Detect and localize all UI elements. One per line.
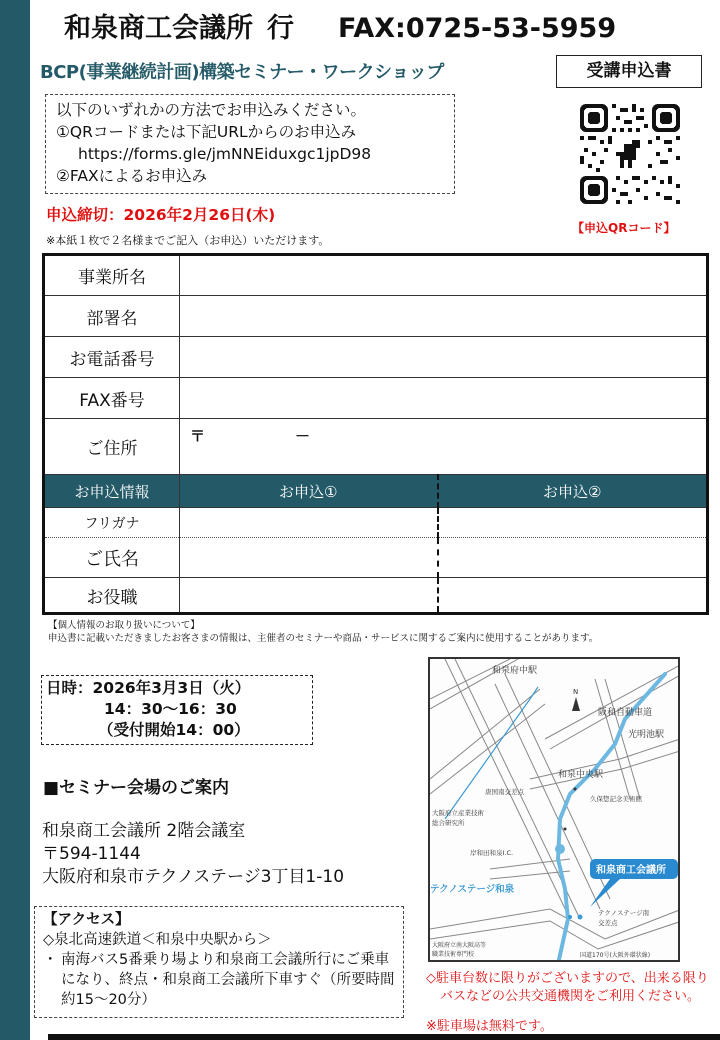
instruction-line: 以下のいずれかの方法でお申込みください。 [56, 101, 367, 119]
deadline: 申込締切：2026年2月26日(木) [46, 206, 276, 224]
application-form-badge: 受講申込書 [556, 55, 702, 88]
privacy-text: 申込書に記載いただきましたお客さまの情報は、主催者のセミナーや商品・サービスに関するご案内に使用することがあります。 [48, 633, 599, 644]
venue-map[interactable] [428, 657, 680, 962]
venue-name: 和泉商工会議所 2階会議室 [42, 821, 246, 841]
instructions-box [45, 94, 455, 194]
time-line: 14：30～16：30 [104, 700, 237, 718]
form-row-name [44, 538, 708, 578]
sidebar-band [0, 0, 30, 1040]
field-label: お電話番号 [44, 337, 180, 378]
form-row-business-name [44, 255, 708, 296]
recipient-name: 和泉商工会議所 [64, 13, 253, 44]
form-row-furigana [44, 508, 708, 538]
qr-label: 【申込QRコード】 [572, 221, 676, 235]
parking-line-2: バスなどの公共交通機関をご利用ください。 [440, 989, 701, 1004]
svg-text:和泉中央駅: 和泉中央駅 [558, 770, 604, 780]
bottom-divider [48, 1034, 720, 1040]
entry-note: ※本紙１枚で２名様までご記入（お申込）いただけます。 [46, 234, 330, 247]
applicants-header-row [44, 475, 708, 508]
venue-heading: ■セミナー会場のご案内 [43, 778, 230, 798]
privacy-notice [48, 619, 598, 645]
bullet-icon: ・ [43, 952, 58, 968]
applicant-1-header: お申込① [180, 475, 438, 508]
access-detail [43, 950, 403, 1010]
postal-dash: － [295, 427, 311, 445]
applicants-header-label: お申込情報 [44, 475, 180, 508]
applicant-1-name-field[interactable] [180, 538, 438, 578]
applicant-1-position-field[interactable] [180, 578, 438, 614]
svg-text:和泉商工会議所: 和泉商工会議所 [596, 865, 666, 876]
svg-text:総合研究所: 総合研究所 [432, 819, 465, 827]
access-box [34, 906, 404, 1018]
venue-postal: 〒594-1144 [42, 844, 141, 864]
svg-text:久保惣記念美術館: 久保惣記念美術館 [590, 795, 642, 803]
application-form-table [42, 253, 709, 615]
field-label: FAX番号 [44, 378, 180, 419]
field-label: フリガナ [44, 508, 180, 538]
datetime-box [41, 675, 313, 745]
svg-text:岸和田和泉I.C.: 岸和田和泉I.C. [470, 849, 514, 857]
seminar-title: BCP(事業継続計画)構築セミナー・ワークショップ [40, 62, 444, 83]
svg-text:唐国南交差点: 唐国南交差点 [485, 788, 524, 796]
reception-line: （受付開始14：00） [98, 721, 250, 739]
svg-text:和泉府中駅: 和泉府中駅 [492, 666, 538, 676]
form-row-address [44, 419, 708, 475]
field-label: 部署名 [44, 296, 180, 337]
svg-text:大阪府立産業技術: 大阪府立産業技術 [432, 809, 484, 817]
form-row-position [44, 578, 708, 614]
field-label: ご氏名 [44, 538, 180, 578]
svg-text:職業技術専門校: 職業技術専門校 [432, 951, 475, 958]
to-suffix: 行 [267, 13, 294, 44]
field-label: 事業所名 [44, 255, 180, 296]
fax-field[interactable] [180, 378, 708, 419]
department-field[interactable] [180, 296, 708, 337]
access-detail-text: 南海バス5番乗り場より和泉商工会議所行にご乗車になり、終点・和泉商工会議所下車すぐ（所要時間約15～20分） [61, 952, 395, 1008]
business-name-field[interactable] [180, 255, 708, 296]
instruction-line: ①QRコードまたは下記URLからのお申込み [56, 123, 357, 141]
access-line: ◇泉北高速鉄道＜和泉中央駅から＞ [43, 932, 272, 948]
fax-header [64, 6, 684, 45]
form-row-phone [44, 337, 708, 378]
svg-text:光明池駅: 光明池駅 [628, 730, 665, 740]
parking-notice [426, 970, 709, 1006]
date-line: 日時：2026年3月3日（火） [46, 679, 251, 697]
venue-info [42, 820, 344, 889]
svg-text:交差点: 交差点 [598, 919, 618, 927]
address-field[interactable] [180, 419, 708, 475]
form-url-link[interactable]: https://forms.gle/jmNNEiduxgc1jpD98 [78, 145, 372, 163]
applicant-2-name-field[interactable] [438, 538, 708, 578]
applicant-1-furigana-field[interactable] [180, 508, 438, 538]
access-title: 【アクセス】 [43, 912, 130, 928]
privacy-title: 【個人情報のお取り扱いについて】 [48, 620, 200, 631]
svg-text:国道170号(大阪外環状線): 国道170号(大阪外環状線) [580, 952, 651, 959]
svg-text:テクノステージ和泉: テクノステージ和泉 [430, 884, 515, 895]
svg-text:大阪府立南大阪高等: 大阪府立南大阪高等 [432, 942, 487, 949]
svg-text:阪和自動車道: 阪和自動車道 [598, 708, 653, 718]
postal-mark: 〒 [190, 427, 206, 445]
svg-text:N: N [573, 688, 579, 696]
form-row-department [44, 296, 708, 337]
map-graphic [430, 659, 680, 962]
svg-text:テクノステージ南: テクノステージ南 [598, 909, 650, 917]
phone-field[interactable] [180, 337, 708, 378]
parking-free-note: ※駐車場は無料です。 [426, 1019, 553, 1034]
parking-line-1: ◇駐車台数に限りがございますので、出来る限り [426, 971, 709, 986]
form-row-fax [44, 378, 708, 419]
applicant-2-header: お申込② [438, 475, 708, 508]
instruction-line: ②FAXによるお申込み [56, 167, 208, 185]
field-label: お役職 [44, 578, 180, 614]
fax-number: FAX:0725-53-5959 [338, 13, 617, 44]
field-label: ご住所 [44, 419, 180, 475]
applicant-2-position-field[interactable] [438, 578, 708, 614]
qr-code-icon[interactable] [580, 104, 680, 204]
applicant-2-furigana-field[interactable] [438, 508, 708, 538]
venue-address: 大阪府和泉市テクノステージ3丁目1-10 [42, 867, 345, 887]
